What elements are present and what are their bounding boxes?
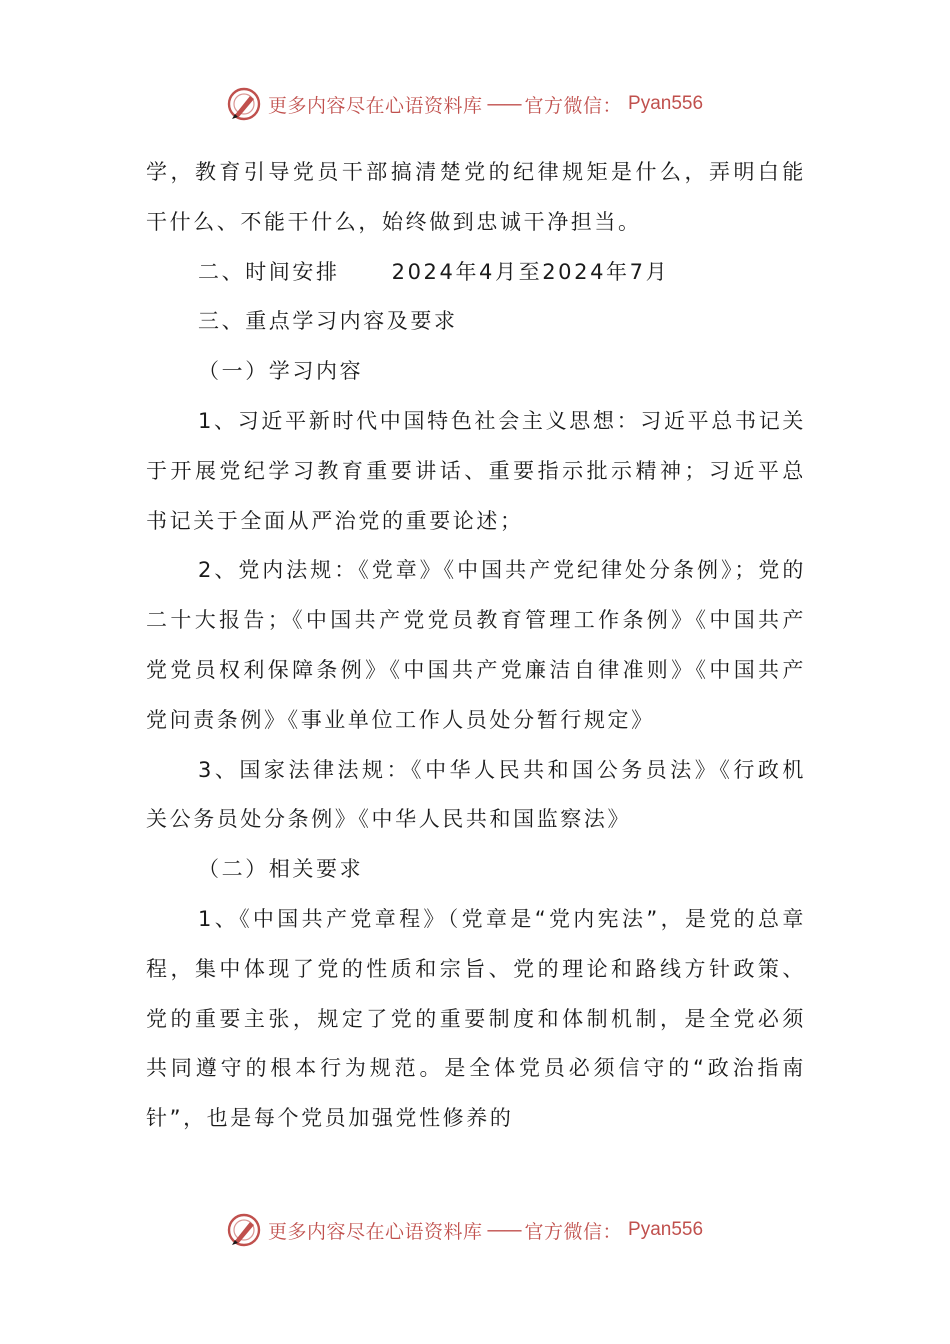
banner-wechat-id: Pyan556 bbox=[628, 1219, 704, 1240]
document-body bbox=[146, 148, 806, 1144]
banner-dash: —— bbox=[486, 1219, 521, 1241]
schedule-label: 二、时间安排 bbox=[198, 259, 340, 284]
banner-dash: —— bbox=[486, 93, 521, 115]
list-item-2: 2、党内法规：《党章》《中国共产党纪律处分条例》；党的二十大报告；《中国共产党党员教育管理工作条例》《中国共产党党员权利保障条例》《中国共产党廉洁自律准则》《中国共产党问责条例》《事业单位工作人员处分暂行规定》 bbox=[146, 558, 806, 732]
section-heading-3: 三、重点学习内容及要求 bbox=[198, 309, 458, 334]
subsection-heading-2: （二）相关要求 bbox=[198, 857, 364, 882]
banner-wechat-id: Pyan556 bbox=[628, 93, 704, 114]
subsection-heading-1: （一）学习内容 bbox=[198, 359, 364, 384]
pen-logo-icon bbox=[226, 86, 262, 122]
banner-slogan: 更多内容尽在心语资料库 bbox=[268, 1220, 483, 1243]
banner-slogan: 更多内容尽在心语资料库 bbox=[268, 94, 483, 117]
list-item-1: 1、习近平新时代中国特色社会主义思想：习近平总书记关于开展党纪学习教育重要讲话、重要指示批示精神；习近平总书记关于全面从严治党的重要论述； bbox=[146, 408, 806, 533]
banner-wechat-label: 官方微信： bbox=[524, 94, 623, 117]
banner-wechat-label: 官方微信： bbox=[524, 1220, 623, 1243]
footer-banner bbox=[226, 1210, 703, 1250]
list-item-3: 3、国家法律法规：《中华人民共和国公务员法》《行政机关公务员处分条例》《中华人民共和国监察法》 bbox=[146, 757, 806, 832]
requirement-item-1: 1、《中国共产党章程》（党章是“党内宪法”，是党的总章程，集中体现了党的性质和宗旨、党的理论和路线方针政策、党的重要主张，规定了党的重要制度和体制机制，是全党必须共同遵守的根本行为规范。是全体党员必须信守的“政治指南针”，也是每个党员加强党性修养的 bbox=[146, 906, 806, 1131]
pen-logo-icon bbox=[226, 1212, 262, 1248]
header-banner bbox=[226, 84, 703, 124]
paragraph-intro-continuation: 学，教育引导党员干部搞清楚党的纪律规矩是什么，弄明白能干什么、不能干什么，始终做到忠诚干净担当。 bbox=[146, 160, 806, 234]
paragraph-schedule bbox=[146, 248, 806, 298]
schedule-value: 2024年4月至2024年7月 bbox=[391, 259, 670, 284]
